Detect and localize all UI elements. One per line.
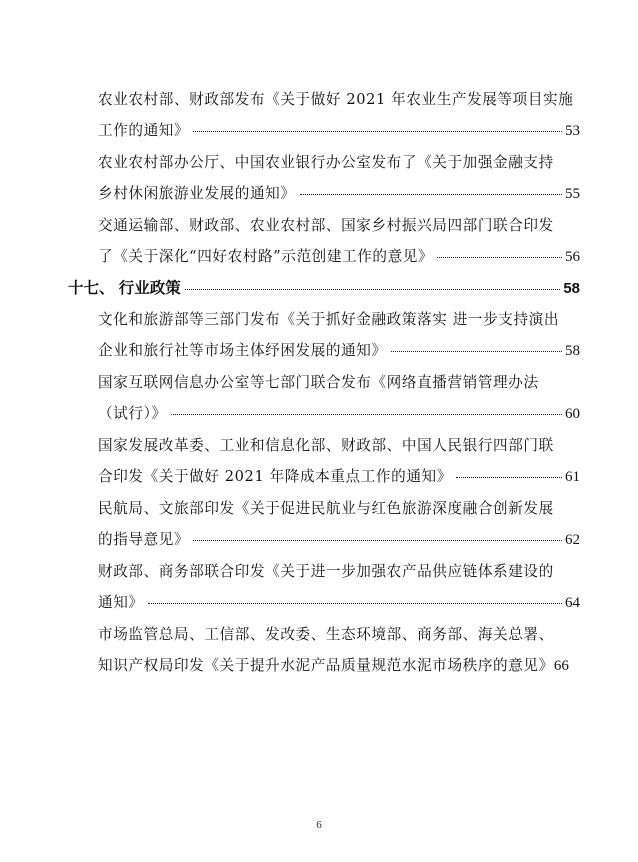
dot-leader [185,289,561,290]
toc-entry-title: 财政部、商务部联合印发《关于进一步加强农产品供应链体系建设的 [98,563,554,580]
toc-page-number: 66 [553,658,569,674]
toc-entry-title-cont: （试行）》 [98,405,167,422]
dot-leader [193,131,562,132]
dot-leader [193,540,562,541]
table-of-contents [68,84,580,682]
toc-page-number: 61 [565,469,580,485]
toc-page-number: 62 [565,532,580,548]
toc-entry-title: 市场监管总局、工信部、发改委、生态环境部、商务部、海关总署、 [98,626,554,643]
section-title: 十七、 行业政策 [68,280,181,297]
toc-entry[interactable] [98,556,580,619]
toc-page-number: 58 [565,343,580,359]
toc-entry[interactable] [98,210,580,273]
toc-entry[interactable] [98,367,580,430]
toc-entry[interactable] [98,304,580,367]
toc-entry-title-cont: 乡村休闲旅游业发展的通知》 [98,185,296,202]
page-number-footer: 6 [316,819,322,831]
toc-entry-title-cont: 企业和旅行社等市场主体纾困发展的通知》 [98,342,387,359]
toc-page-number: 55 [565,186,580,202]
toc-entry-title: 农业农村部、财政部发布《关于做好 2021 年农业生产发展等项目实施 [98,91,574,108]
toc-entry-title-cont: 合印发《关于做好 2021 年降成本重点工作的通知》 [98,468,452,485]
toc-entry-title: 文化和旅游部等三部门发布《关于抓好金融政策落实 进一步支持演出 [98,311,560,328]
toc-entry-title-cont: 工作的通知》 [98,122,190,139]
toc-entry-title-cont: 通知》 [98,594,144,611]
dot-leader [171,414,562,415]
toc-page-number: 64 [565,595,580,611]
toc-entry[interactable] [98,619,580,682]
toc-page-number: 58 [563,280,580,297]
toc-entry[interactable] [98,147,580,210]
toc-section-heading[interactable] [68,273,580,304]
toc-page-number: 60 [565,406,580,422]
toc-entry[interactable] [98,493,580,556]
toc-entry-title: 农业农村部办公厅、中国农业银行办公室发布了《关于加强金融支持 [98,154,554,171]
dot-leader [148,603,562,604]
toc-entry-title: 国家互联网信息办公室等七部门联合发布《网络直播营销管理办法 [98,374,539,391]
toc-page-number: 53 [565,123,580,139]
dot-leader [300,194,562,195]
dot-leader [391,351,562,352]
toc-entry-title-cont: 的指导意见》 [98,531,190,548]
toc-entry-title: 交通运输部、财政部、农业农村部、国家乡村振兴局四部门联合印发 [98,217,554,234]
dot-leader [437,257,562,258]
dot-leader [456,477,562,478]
toc-entry-title: 民航局、文旅部印发《关于促进民航业与红色旅游深度融合创新发展 [98,500,554,517]
toc-entry-title-cont: 知识产权局印发《关于提升水泥产品质量规范水泥市场秩序的意见》 [98,657,554,674]
toc-page-number: 56 [565,249,580,265]
toc-entry-title-cont: 了《关于深化“四好农村路”示范创建工作的意见》 [98,248,434,265]
toc-entry-title: 国家发展改革委、工业和信息化部、财政部、中国人民银行四部门联 [98,437,554,454]
toc-entry[interactable] [98,84,580,147]
toc-entry[interactable] [98,430,580,493]
